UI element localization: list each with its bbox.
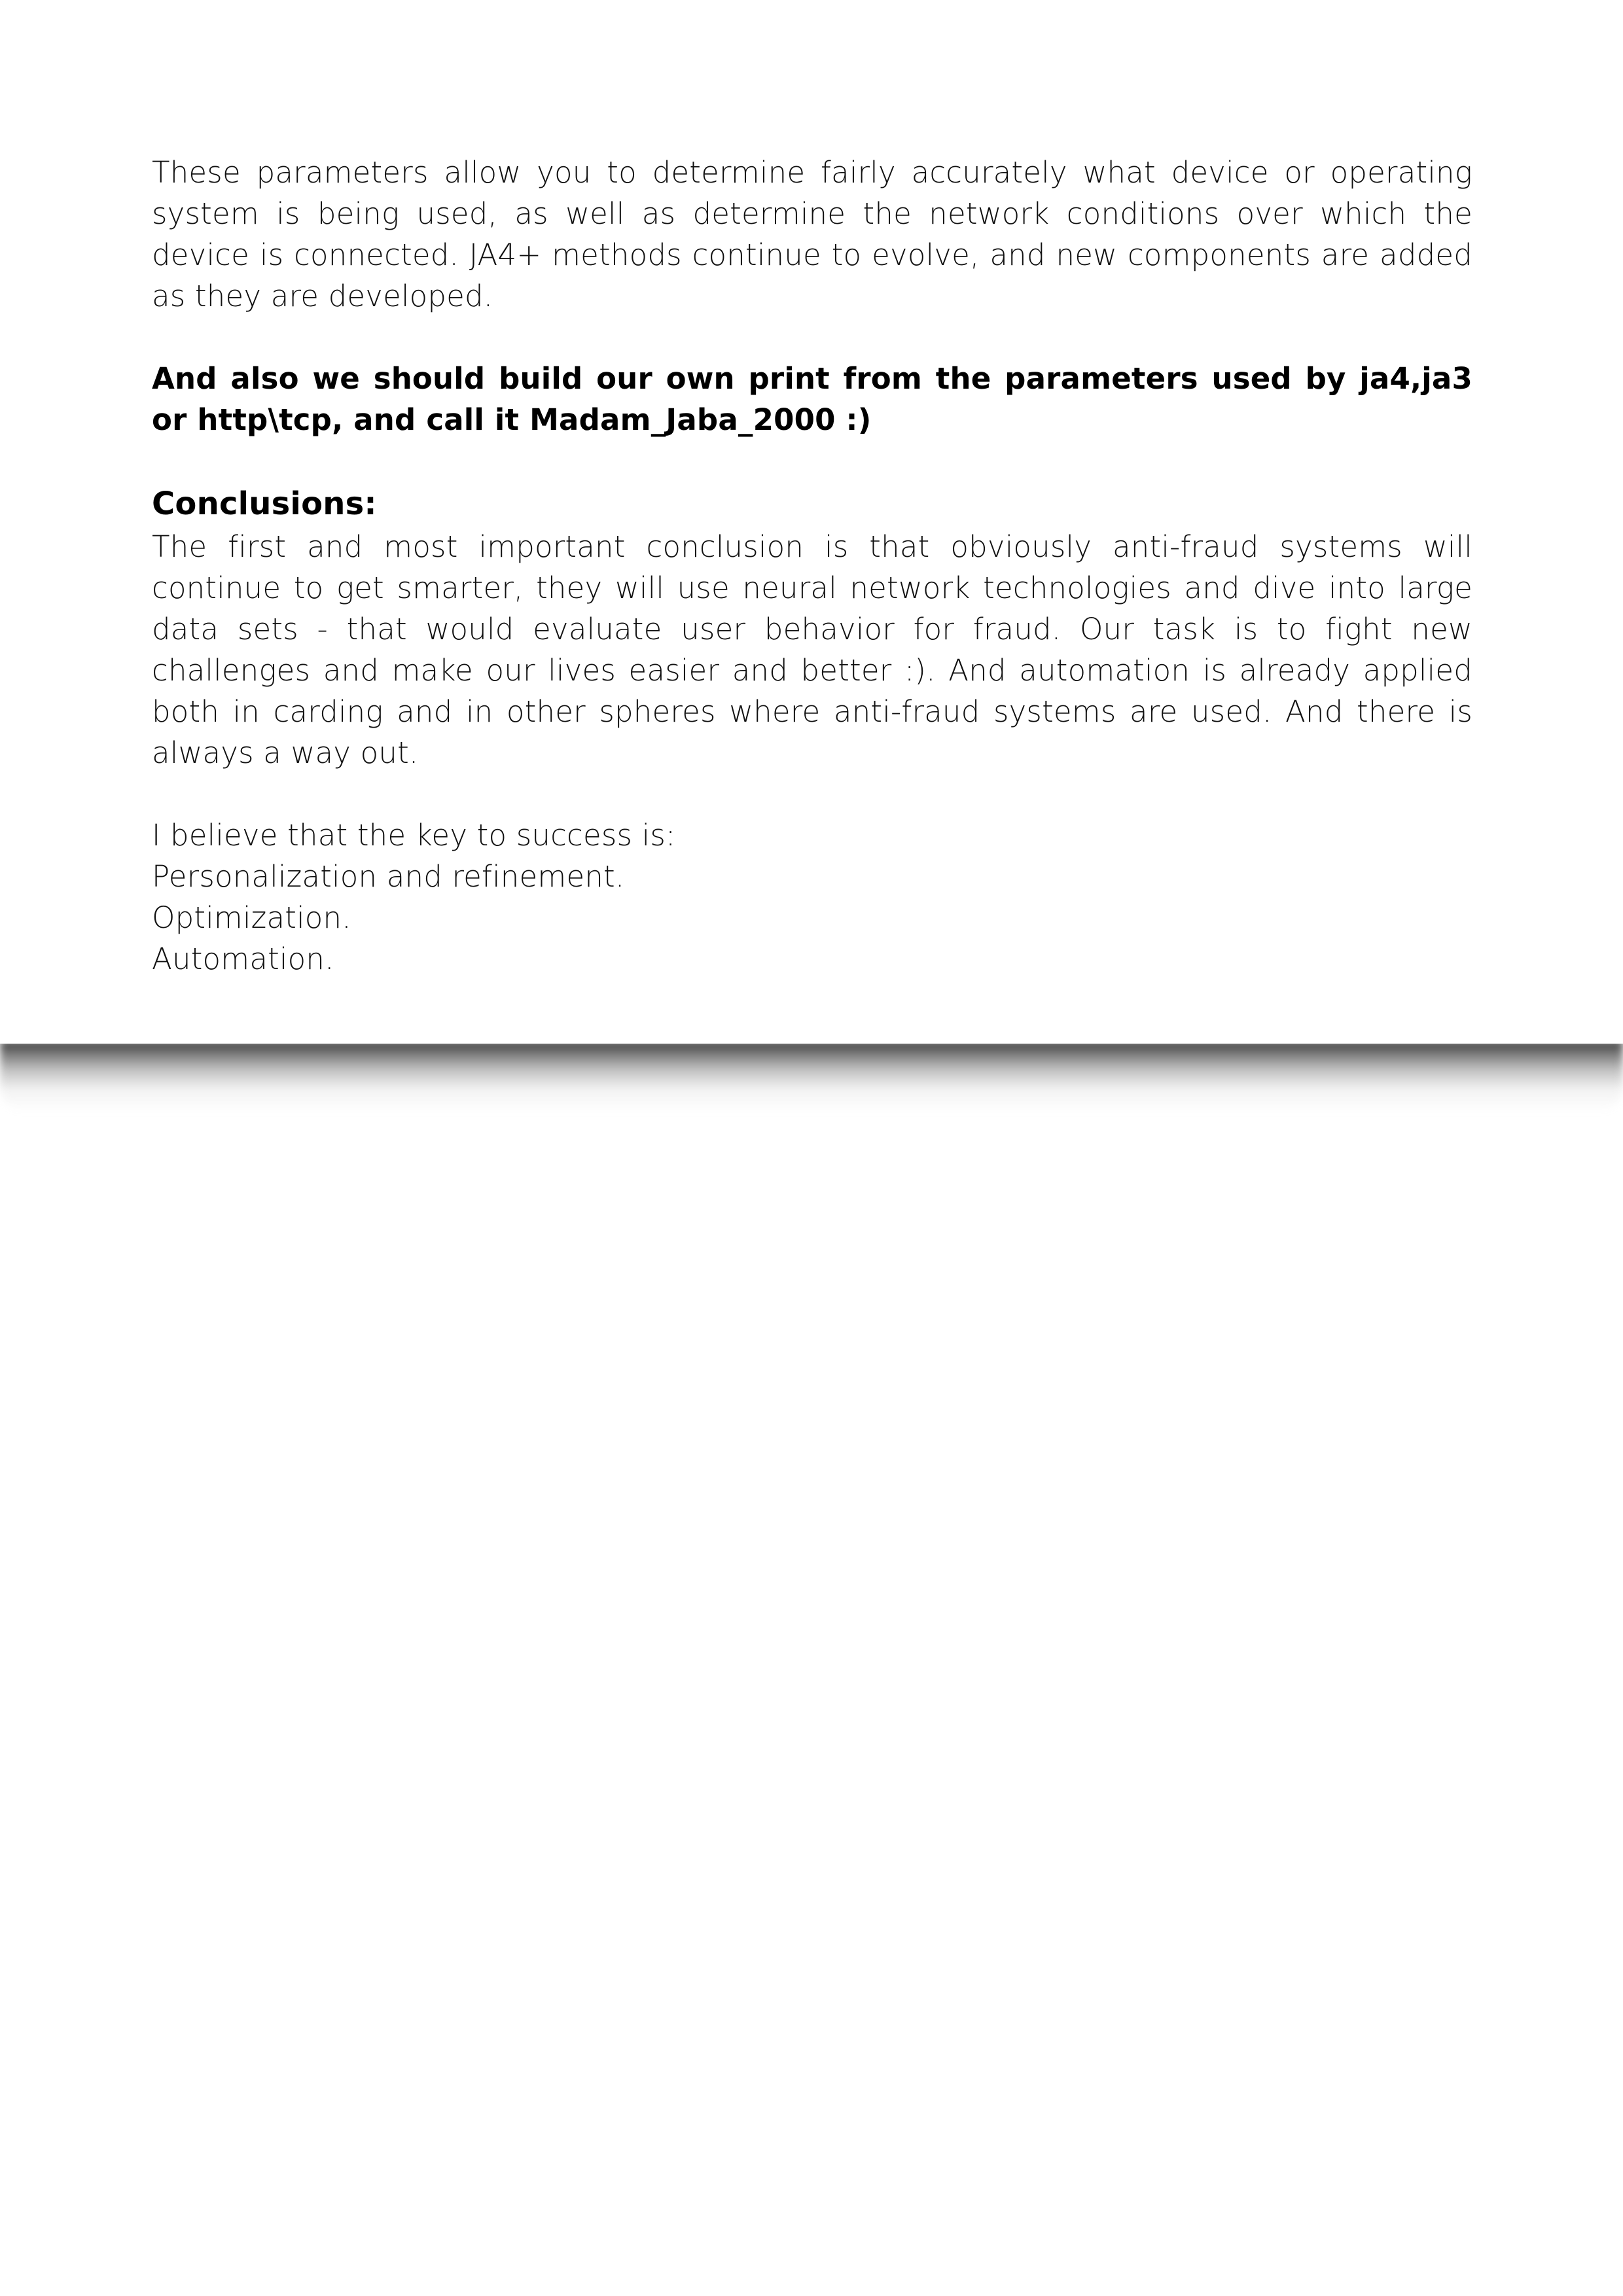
conclusions-heading: Conclusions: xyxy=(152,486,377,522)
page-bottom-shadow xyxy=(0,1040,1623,1112)
spacer xyxy=(152,440,1472,482)
document-page xyxy=(0,0,1623,1044)
bold-paragraph: And also we should build our own print from the parameters used by ja4,ja3 or http\tcp, and call it Madam_Jaba_2000 :) xyxy=(152,361,1472,437)
spacer xyxy=(152,773,1472,815)
key-item-automation: Automation. xyxy=(152,942,334,976)
conclusions-paragraph: The first and most important conclusion is that obviously anti-fraud systems will continue to get smarter, they will use neural network technologies and dive into large data sets - that would evaluate user behavior for fraud. Our task is to fight new challenges and make our lives easier and better :). And automation is already applied both in carding and in other spheres where anti-fraud systems are used. And there is always a way out. xyxy=(152,529,1472,770)
page-content xyxy=(152,152,1472,980)
spacer xyxy=(152,317,1472,358)
key-item-personalization: Personalization and refinement. xyxy=(152,859,625,894)
key-item-optimization: Optimization. xyxy=(152,900,351,935)
intro-paragraph: These parameters allow you to determine fairly accurately what device or operating system is being used, as well as determine the network conditions over which the device is connected. JA4+ methods continue to evolve, and new components are added as they are developed. xyxy=(152,155,1472,313)
key-intro: I believe that the key to success is: xyxy=(152,818,676,853)
